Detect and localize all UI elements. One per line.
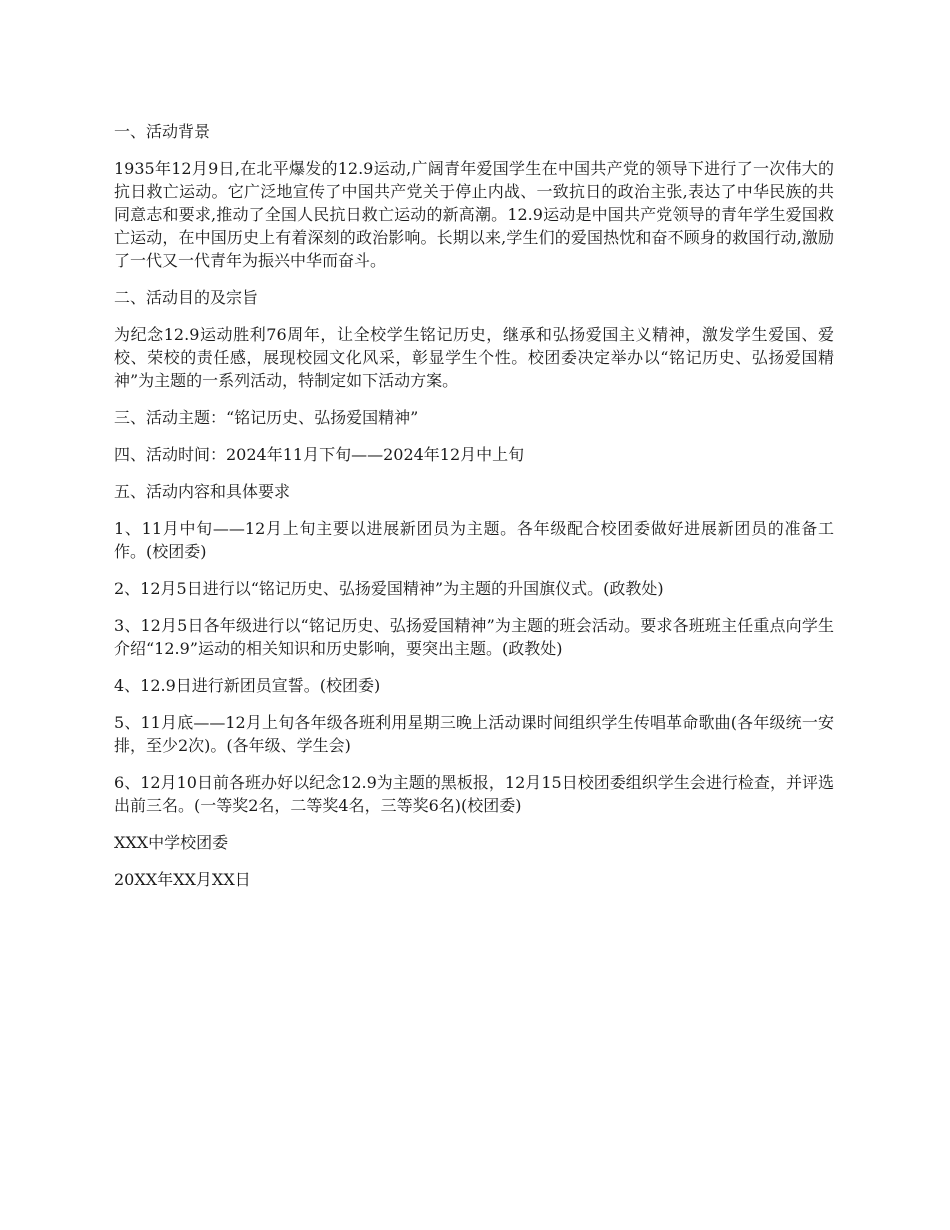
list-item: 6、12月10日前各班办好以纪念12.9为主题的黑板报，12月15日校团委组织学生会进行检查，并评选出前三名。(一等奖2名，二等奖4名，三等奖6名)(校团委) [114, 773, 834, 815]
list-item: 1、11月中旬——12月上旬主要以进展新团员为主题。各年级配合校团委做好进展新团员的准备工作。(校团委) [114, 519, 834, 561]
section-heading-time: 四、活动时间：2024年11月下旬——2024年12月中上旬 [114, 445, 525, 464]
list-item: 5、11月底——12月上旬各年级各班利用星期三晚上活动课时间组织学生传唱革命歌曲(各年级统一安排，至少2次)。(各年级、学生会) [114, 713, 834, 755]
section-heading-theme: 三、活动主题：“铭记历史、弘扬爱国精神” [114, 408, 419, 427]
section-heading-purpose: 二、活动目的及宗旨 [114, 288, 259, 307]
list-item: 3、12月5日各年级进行以“铭记历史、弘扬爱国精神”为主题的班会活动。要求各班班主任重点向学生介绍“12.9”运动的相关知识和历史影响，要突出主题。(政教处) [114, 616, 834, 658]
background-paragraph: 1935年12月9日,在北平爆发的12.9运动,广阔青年爱国学生在中国共产党的领导下进行了一次伟大的抗日救亡运动。它广泛地宣传了中国共产党关于停止内战、一致抗日的政治主张,表达了中华民族的共同意志和要求,推动了全国人民抗日救亡运动的新高潮。12.9运动是中国共产党领导的青年学生爱国救亡运动，在中国历史上有着深刻的政治影响。长期以来,学生们的爱国热忱和奋不顾身的救国行动,激励了一代又一代青年为振兴中华而奋斗。 [114, 159, 834, 270]
list-item: 2、12月5日进行以“铭记历史、弘扬爱国精神”为主题的升国旗仪式。(政教处) [114, 579, 664, 598]
section-heading-content: 五、活动内容和具体要求 [114, 482, 291, 501]
document-page [114, 120, 834, 905]
list-item: 4、12.9日进行新团员宣誓。(校团委) [114, 676, 381, 695]
section-heading-background: 一、活动背景 [114, 122, 211, 141]
signature-date: 20XX年XX月XX日 [114, 870, 251, 889]
purpose-paragraph: 为纪念12.9运动胜利76周年，让全校学生铭记历史，继承和弘扬爱国主义精神，激发学生爱国、爱校、荣校的责任感，展现校园文化风采，彰显学生个性。校团委决定举办以“铭记历史、弘扬爱国精神”为主题的一系列活动，特制定如下活动方案。 [114, 325, 834, 390]
signature-org: XXX中学校团委 [114, 833, 229, 852]
